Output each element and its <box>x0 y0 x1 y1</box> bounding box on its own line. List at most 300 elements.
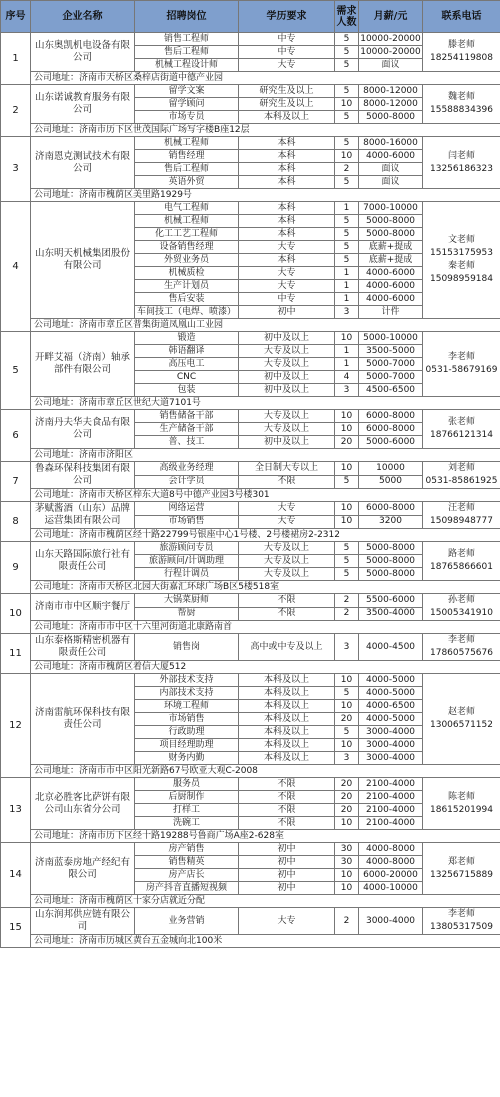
address-value: 济南市济阳区 <box>79 449 134 460</box>
address-label: 公司地址： <box>34 765 80 776</box>
job-salary: 2100-4000 <box>359 778 423 791</box>
company-contact <box>423 137 500 189</box>
address-label: 公司地址： <box>34 935 80 946</box>
company-contact <box>423 674 500 765</box>
job-count: 5 <box>335 215 359 228</box>
job-education: 初中 <box>239 306 335 319</box>
job-position: 车间技工（电焊、喷漆） <box>135 306 239 319</box>
job-education: 初中 <box>239 869 335 882</box>
job-count: 5 <box>335 241 359 254</box>
job-position: 市场销售 <box>135 515 239 529</box>
company-address <box>31 935 500 948</box>
contact-person: 汪老师 <box>447 503 475 513</box>
job-count: 4 <box>335 371 359 384</box>
job-position: 机械工程设计师 <box>135 59 239 72</box>
address-label: 公司地址： <box>34 830 80 841</box>
job-position: 网络运营 <box>135 502 239 516</box>
job-row <box>1 85 500 98</box>
job-education: 高中或中专及以上 <box>239 634 335 661</box>
address-row <box>1 72 500 85</box>
job-position: 高压电工 <box>135 358 239 371</box>
address-label: 公司地址： <box>34 189 80 200</box>
address-value: 济南市槐荫区着信大厦512 <box>79 661 187 672</box>
contact-person: 刘老师 <box>447 463 475 473</box>
company-name: 济南丹夫华夫食品有限公司 <box>31 410 135 449</box>
job-education: 不限 <box>239 594 335 608</box>
address-row <box>1 581 500 594</box>
job-salary: 5000 <box>359 475 423 489</box>
job-count: 20 <box>335 436 359 449</box>
job-count: 2 <box>335 607 359 621</box>
job-salary: 4000-6000 <box>359 267 423 280</box>
job-count: 5 <box>335 475 359 489</box>
job-position: 销售储备干部 <box>135 410 239 423</box>
job-count: 5 <box>335 568 359 581</box>
company-index: 2 <box>1 85 31 137</box>
job-count: 10 <box>335 674 359 687</box>
job-count: 5 <box>335 726 359 739</box>
job-position: 洗碗工 <box>135 817 239 830</box>
company-contact <box>423 502 500 529</box>
company-address <box>31 661 500 674</box>
company-index: 15 <box>1 908 31 948</box>
contact-person: 李老师 <box>447 635 475 645</box>
job-salary: 面议 <box>359 176 423 189</box>
address-row <box>1 621 500 634</box>
job-position: 韩语翻译 <box>135 345 239 358</box>
address-label: 公司地址： <box>34 661 80 672</box>
company-name: 济南恩克测试技术有限公司 <box>31 137 135 189</box>
address-value: 济南市槐荫区美里路1929号 <box>79 189 192 200</box>
job-position: 打样工 <box>135 804 239 817</box>
job-count: 1 <box>335 358 359 371</box>
job-education: 不限 <box>239 817 335 830</box>
job-education: 全日制大专以上 <box>239 462 335 476</box>
job-education: 大专 <box>239 267 335 280</box>
job-salary: 3500-5000 <box>359 345 423 358</box>
contact-person: 滕老师 <box>447 40 475 50</box>
address-row <box>1 189 500 202</box>
contact-person: 文老师 <box>447 235 475 245</box>
contact-person: 赵老师 <box>447 707 475 717</box>
company-address <box>31 319 500 332</box>
job-salary: 面议 <box>359 163 423 176</box>
job-education: 本科及以上 <box>239 713 335 726</box>
company-name: 北京必胜客比萨饼有限公司山东省分公司 <box>31 778 135 830</box>
job-position: 设备销售经理 <box>135 241 239 254</box>
job-salary: 5000-8000 <box>359 111 423 124</box>
job-education: 大专及以上 <box>239 555 335 568</box>
job-education: 中专 <box>239 33 335 46</box>
job-position: 房产销售 <box>135 843 239 856</box>
address-value: 济南市章丘区世纪大道7101号 <box>79 397 201 408</box>
address-row <box>1 529 500 542</box>
header-education: 学历要求 <box>239 1 335 33</box>
company-contact <box>423 594 500 621</box>
job-education: 本科及以上 <box>239 674 335 687</box>
job-count: 3 <box>335 384 359 397</box>
job-count: 5 <box>335 687 359 700</box>
job-education: 初中及以上 <box>239 436 335 449</box>
company-address <box>31 830 500 843</box>
address-row <box>1 830 500 843</box>
contact-person: 张老师 <box>447 417 475 427</box>
job-education: 本科 <box>239 215 335 228</box>
company-index: 10 <box>1 594 31 634</box>
job-position: CNC <box>135 371 239 384</box>
job-position: 高级业务经理 <box>135 462 239 476</box>
company-contact <box>423 634 500 661</box>
job-count: 5 <box>335 542 359 555</box>
job-salary: 3200 <box>359 515 423 529</box>
contact-person: 闫老师 <box>447 150 475 161</box>
job-education: 中专 <box>239 293 335 306</box>
job-count: 5 <box>335 59 359 72</box>
job-education: 本科及以上 <box>239 700 335 713</box>
job-count: 10 <box>335 700 359 713</box>
job-position: 包装 <box>135 384 239 397</box>
company-contact <box>423 202 500 319</box>
job-position: 化工工艺工程师 <box>135 228 239 241</box>
contact-person: 孙老师 <box>447 595 475 605</box>
job-education: 中专 <box>239 46 335 59</box>
job-count: 5 <box>335 46 359 59</box>
company-name: 山东天路国际旅行社有限责任公司 <box>31 542 135 581</box>
company-address <box>31 397 500 410</box>
job-position: 环境工程师 <box>135 700 239 713</box>
job-salary: 底薪+提成 <box>359 241 423 254</box>
job-education: 初中及以上 <box>239 371 335 384</box>
job-count: 1 <box>335 345 359 358</box>
address-row <box>1 397 500 410</box>
job-row <box>1 332 500 345</box>
job-salary: 3000-4000 <box>359 739 423 752</box>
address-label: 公司地址： <box>34 319 80 330</box>
job-salary: 5500-6000 <box>359 594 423 608</box>
job-row <box>1 634 500 661</box>
job-education: 不限 <box>239 778 335 791</box>
job-count: 5 <box>335 228 359 241</box>
job-count: 20 <box>335 804 359 817</box>
address-value: 济南市槐荫区经十路22799号银座中心1号楼、2号楼裙房2-2312 <box>79 529 340 540</box>
job-education: 大专 <box>239 908 335 935</box>
job-education: 研究生及以上 <box>239 98 335 111</box>
company-name: 山东诺诚教育服务有限公司 <box>31 85 135 124</box>
job-position: 会计学员 <box>135 475 239 489</box>
job-count: 2 <box>335 908 359 935</box>
address-value: 济南市市中区十六里河街道北康路南首 <box>79 621 233 632</box>
job-position: 售后工程师 <box>135 163 239 176</box>
job-education: 初中 <box>239 856 335 869</box>
contact-phone: 15098959184 <box>430 274 493 284</box>
job-count: 20 <box>335 778 359 791</box>
job-row <box>1 462 500 476</box>
job-salary: 6000-8000 <box>359 410 423 423</box>
job-count: 2 <box>335 163 359 176</box>
address-value: 济南市历下区经十路19288号鲁商广场A座2-628室 <box>79 830 284 841</box>
job-salary: 4000-8000 <box>359 843 423 856</box>
job-count: 10 <box>335 410 359 423</box>
job-count: 5 <box>335 176 359 189</box>
contact-person: 李老师 <box>447 352 475 362</box>
job-count: 20 <box>335 791 359 804</box>
contact-phone: 13006571152 <box>430 720 493 730</box>
contact-person: 路老师 <box>447 549 475 559</box>
job-position: 外贸业务员 <box>135 254 239 267</box>
job-salary: 4000-5000 <box>359 687 423 700</box>
company-address <box>31 189 500 202</box>
contact-phone: 17860575676 <box>430 648 493 658</box>
job-education: 本科 <box>239 163 335 176</box>
company-address <box>31 765 500 778</box>
job-count: 10 <box>335 98 359 111</box>
company-address <box>31 449 500 462</box>
job-education: 不限 <box>239 791 335 804</box>
company-index: 6 <box>1 410 31 462</box>
address-value: 济南市槐荫区十家分店就近分配 <box>79 895 206 906</box>
company-index: 1 <box>1 33 31 85</box>
job-education: 本科及以上 <box>239 739 335 752</box>
header-contact: 联系电话 <box>423 1 500 33</box>
job-position: 市场专员 <box>135 111 239 124</box>
address-value: 济南市市中区阳光新路67号欧亚大观C-2008 <box>79 765 258 776</box>
job-count: 1 <box>335 293 359 306</box>
job-salary: 6000-20000 <box>359 869 423 882</box>
job-salary: 5000-10000 <box>359 332 423 345</box>
job-position: 旅游顾问专员 <box>135 542 239 555</box>
job-salary: 6000-8000 <box>359 502 423 516</box>
job-education: 不限 <box>239 475 335 489</box>
company-name: 山东泰格斯精密机器有限责任公司 <box>31 634 135 661</box>
job-salary: 8000-16000 <box>359 137 423 150</box>
job-education: 初中 <box>239 843 335 856</box>
company-name: 山东明天机械集团股份有限公司 <box>31 202 135 319</box>
address-label: 公司地址： <box>34 581 80 592</box>
address-value: 济南市历城区黄台五金城向北100米 <box>79 935 223 946</box>
job-salary: 5000-6000 <box>359 436 423 449</box>
company-name: 山东奥凯机电设备有限公司 <box>31 33 135 72</box>
contact-phone: 15153175953 <box>430 248 493 258</box>
company-address <box>31 124 500 137</box>
company-address <box>31 529 500 542</box>
job-salary: 5000-8000 <box>359 568 423 581</box>
job-position: 行程计调员 <box>135 568 239 581</box>
job-position: 帮厨 <box>135 607 239 621</box>
job-row <box>1 410 500 423</box>
job-salary: 4000-6000 <box>359 280 423 293</box>
company-name: 济南雷航环保科技有限责任公司 <box>31 674 135 765</box>
company-name: 济南蓝泰房地产经纪有限公司 <box>31 843 135 895</box>
header-index: 序号 <box>1 1 31 33</box>
address-label: 公司地址： <box>34 529 80 540</box>
job-count: 30 <box>335 856 359 869</box>
contact-phone: 0531-85861925 <box>425 476 498 486</box>
company-index: 9 <box>1 542 31 594</box>
job-education: 本科及以上 <box>239 687 335 700</box>
contact-phone: 15098948777 <box>430 516 493 526</box>
job-row <box>1 542 500 555</box>
job-salary: 10000-20000 <box>360 33 421 44</box>
contact-person: 郑老师 <box>447 856 475 867</box>
job-position: 锻造 <box>135 332 239 345</box>
job-count: 10 <box>335 869 359 882</box>
company-index: 4 <box>1 202 31 332</box>
job-education: 不限 <box>239 607 335 621</box>
contact-person: 秦老师 <box>447 261 475 271</box>
job-count: 2 <box>335 594 359 608</box>
address-row <box>1 449 500 462</box>
job-count: 10 <box>335 882 359 895</box>
contact-phone: 0531-58679169 <box>425 365 498 375</box>
job-row <box>1 33 500 46</box>
job-position: 外部技术支持 <box>135 674 239 687</box>
job-row <box>1 137 500 150</box>
company-index: 11 <box>1 634 31 674</box>
job-education: 本科 <box>239 202 335 215</box>
job-education: 大专及以上 <box>239 423 335 436</box>
job-position: 房产店长 <box>135 869 239 882</box>
job-salary: 4000-4500 <box>359 634 423 661</box>
header-position: 招聘岗位 <box>135 1 239 33</box>
job-row <box>1 778 500 791</box>
job-salary: 8000-12000 <box>359 85 423 98</box>
job-education: 大专 <box>239 241 335 254</box>
job-education: 大专及以上 <box>239 345 335 358</box>
job-salary: 6000-8000 <box>359 423 423 436</box>
company-address <box>31 489 500 502</box>
company-name: 茅赋酱酒（山东）品牌运营集团有限公司 <box>31 502 135 529</box>
job-education: 不限 <box>239 804 335 817</box>
company-index: 7 <box>1 462 31 502</box>
job-education: 初中及以上 <box>239 384 335 397</box>
job-position: 业务营销 <box>135 908 239 935</box>
job-position: 房产抖音直播短视频 <box>135 882 239 895</box>
job-row <box>1 908 500 935</box>
job-position: 销售工程师 <box>135 33 239 46</box>
job-row <box>1 202 500 215</box>
job-position: 市场销售 <box>135 713 239 726</box>
company-address <box>31 72 500 85</box>
company-contact <box>423 542 500 581</box>
job-salary: 3000-4000 <box>359 752 423 765</box>
contact-phone: 13256186323 <box>430 163 493 174</box>
job-education: 本科 <box>239 254 335 267</box>
job-education: 本科 <box>239 176 335 189</box>
company-index: 5 <box>1 332 31 410</box>
contact-person: 李老师 <box>447 909 475 919</box>
job-count: 10 <box>335 739 359 752</box>
job-education: 初中及以上 <box>239 332 335 345</box>
company-contact <box>423 33 500 72</box>
job-education: 本科及以上 <box>239 752 335 765</box>
job-position: 销售精英 <box>135 856 239 869</box>
header-salary: 月薪/元 <box>359 1 423 33</box>
job-count: 3 <box>335 306 359 319</box>
job-position: 销售经理 <box>135 150 239 163</box>
job-count: 10 <box>335 817 359 830</box>
job-count: 10 <box>335 515 359 529</box>
job-education: 本科及以上 <box>239 726 335 739</box>
company-index: 8 <box>1 502 31 542</box>
job-salary: 4000-6500 <box>359 700 423 713</box>
job-education: 本科及以上 <box>239 111 335 124</box>
contact-person: 陈老师 <box>447 791 475 802</box>
job-position: 机械工程师 <box>135 137 239 150</box>
job-count: 10 <box>335 423 359 436</box>
job-salary: 2100-4000 <box>359 817 423 830</box>
job-education: 大专 <box>239 502 335 516</box>
job-count: 3 <box>335 634 359 661</box>
contact-phone: 13805317509 <box>430 922 493 932</box>
job-salary: 5000-7000 <box>359 371 423 384</box>
job-position: 销售岗 <box>135 634 239 661</box>
job-salary: 5000-8000 <box>359 555 423 568</box>
job-count: 10 <box>335 332 359 345</box>
address-value: 济南市历下区世茂国际广场写字楼B座12层 <box>79 124 250 135</box>
company-contact <box>423 462 500 489</box>
job-salary: 3000-4000 <box>359 908 423 935</box>
job-salary: 5000-8000 <box>359 228 423 241</box>
address-value: 济南市天桥区桑梓店街道中德产业园 <box>79 72 224 83</box>
contact-phone: 15005341910 <box>430 608 493 618</box>
job-salary: 3500-4000 <box>359 607 423 621</box>
job-salary: 10000-20000 <box>360 46 421 57</box>
company-contact <box>423 332 500 397</box>
job-row <box>1 502 500 516</box>
job-salary: 10000 <box>359 462 423 476</box>
job-position: 留学文案 <box>135 85 239 98</box>
company-name: 山东润邦供应链有限公司 <box>31 908 135 935</box>
address-row <box>1 765 500 778</box>
address-row <box>1 661 500 674</box>
company-index: 13 <box>1 778 31 843</box>
job-salary: 4000-5000 <box>359 674 423 687</box>
contact-phone: 15588834396 <box>430 105 493 115</box>
job-count: 10 <box>335 150 359 163</box>
job-position: 售后工程师 <box>135 46 239 59</box>
company-contact <box>423 410 500 449</box>
company-contact <box>423 778 500 830</box>
job-salary: 2100-4000 <box>359 791 423 804</box>
job-education: 大专及以上 <box>239 542 335 555</box>
job-count: 5 <box>335 254 359 267</box>
job-education: 本科 <box>239 228 335 241</box>
job-salary: 底薪+提成 <box>359 254 423 267</box>
job-position: 普、技工 <box>135 436 239 449</box>
job-position: 生产计划员 <box>135 280 239 293</box>
address-value: 济南市天桥区北园大街嘉汇环球广场B区5楼518室 <box>79 581 280 592</box>
address-row <box>1 895 500 908</box>
job-count: 20 <box>335 713 359 726</box>
job-position: 英语外贸 <box>135 176 239 189</box>
job-education: 大专及以上 <box>239 410 335 423</box>
job-education: 大专 <box>239 59 335 72</box>
job-education: 研究生及以上 <box>239 85 335 98</box>
job-education: 本科 <box>239 150 335 163</box>
job-salary: 4000-6000 <box>359 293 423 306</box>
company-index: 12 <box>1 674 31 778</box>
job-count: 10 <box>335 502 359 516</box>
job-count: 10 <box>335 462 359 476</box>
job-position: 内部技术支持 <box>135 687 239 700</box>
company-address <box>31 581 500 594</box>
job-education: 初中 <box>239 882 335 895</box>
job-position: 机械工程师 <box>135 215 239 228</box>
job-salary: 5000-7000 <box>359 358 423 371</box>
job-salary: 计件 <box>359 306 423 319</box>
company-name: 开畔艾福（济南）轴承部件有限公司 <box>31 332 135 397</box>
job-position: 旅游顾问/计调助理 <box>135 555 239 568</box>
